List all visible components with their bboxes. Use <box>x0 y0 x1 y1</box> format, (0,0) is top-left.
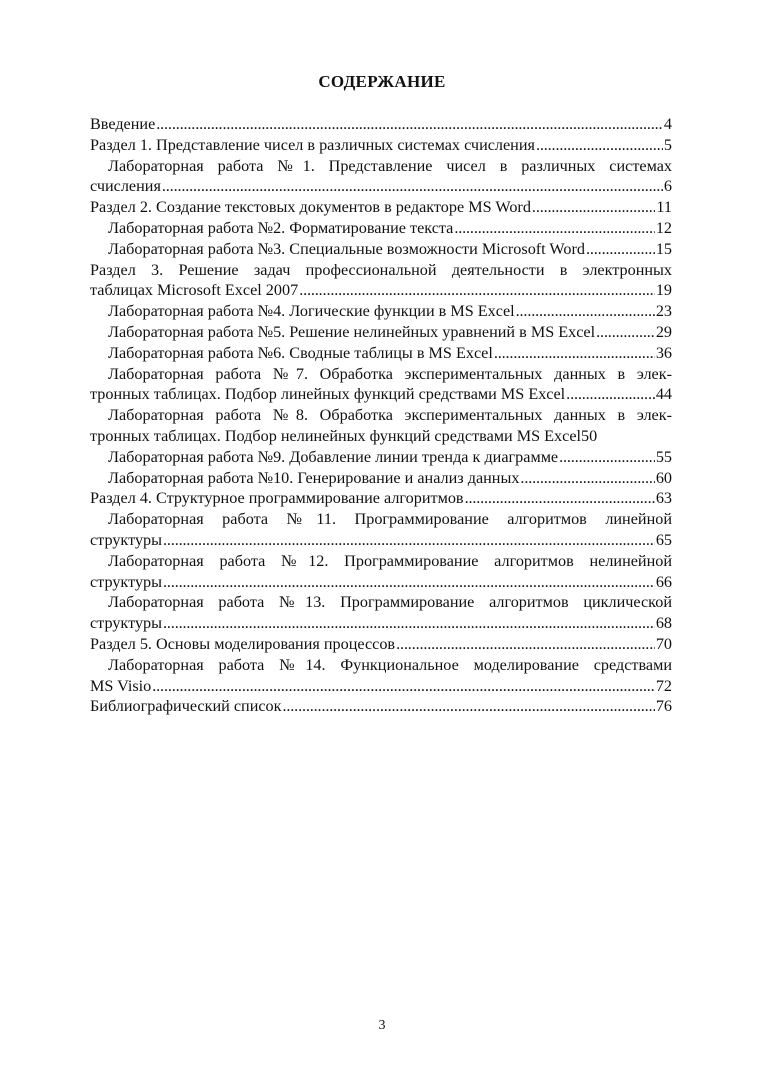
dot-leader <box>152 676 655 697</box>
table-of-contents <box>90 114 672 717</box>
toc-entry[interactable] <box>90 488 672 509</box>
toc-entry[interactable] <box>90 405 672 447</box>
toc-page-number: 6 <box>663 177 672 196</box>
toc-entry-title-cont: тронных таблицах. Подбор линейных функций средствами MS Excel <box>90 385 566 404</box>
toc-entry-title: Введение <box>90 115 156 133</box>
toc-entry-title: Лабораторная работа №14. Функциональное моделирование средствами <box>108 655 672 674</box>
toc-page-number: 63 <box>655 489 672 508</box>
toc-page-number: 36 <box>655 343 672 362</box>
dot-leader <box>299 280 655 301</box>
toc-entry[interactable] <box>90 114 672 135</box>
toc-entry-title: Библиографический список <box>90 697 282 716</box>
toc-entry-title: Лабораторная работа №2. Форматирование текста <box>108 218 454 237</box>
toc-entry-title: Лабораторная работа №13. Программирование алгоритмов циклической <box>108 593 672 612</box>
toc-entry-title-cont: структуры <box>90 530 163 549</box>
toc-page-number: 11 <box>656 198 672 217</box>
toc-page-number: 65 <box>655 530 672 549</box>
toc-page-number: 70 <box>655 634 672 653</box>
toc-entry-title-cont: таблицах Microsoft Excel 2007 <box>90 281 299 300</box>
dot-leader <box>586 239 655 260</box>
toc-page-number: 66 <box>655 572 672 591</box>
dot-leader <box>596 322 655 343</box>
toc-entry-title: Лабораторная работа №1. Представление чисел в различных системах <box>108 156 672 175</box>
toc-entry[interactable] <box>90 260 672 302</box>
toc-entry-title-cont: тронных таблицах. Подбор нелинейных функций средствами MS Excel <box>90 426 582 445</box>
dot-leader <box>516 301 655 322</box>
toc-entry-title-cont: структуры <box>90 572 163 591</box>
toc-entry-title: Раздел 3. Решение задач профессиональной деятельности в электронных <box>90 260 672 279</box>
toc-page-number: 19 <box>655 281 672 300</box>
toc-entry[interactable] <box>90 634 672 655</box>
dot-leader <box>162 176 663 197</box>
dot-leader <box>396 634 655 655</box>
toc-entry[interactable] <box>90 197 672 218</box>
dot-leader <box>163 613 655 634</box>
toc-entry[interactable] <box>90 468 672 489</box>
toc-entry[interactable] <box>90 551 672 593</box>
toc-page-number: 76 <box>655 697 672 716</box>
dot-leader <box>536 135 663 156</box>
toc-entry[interactable] <box>90 218 672 239</box>
toc-entry-title: Раздел 2. Создание текстовых документов в редакторе MS Word <box>90 198 531 217</box>
dot-leader <box>520 468 654 489</box>
dot-leader <box>283 696 655 717</box>
toc-entry-title: Лабораторная работа №12. Программирование алгоритмов нелинейной <box>108 551 672 570</box>
toc-entry-title: Лабораторная работа №11. Программирование алгоритмов линейной <box>108 510 672 529</box>
toc-entry[interactable] <box>90 322 672 343</box>
toc-entry[interactable] <box>90 156 672 198</box>
toc-entry-title-cont: MS Visio <box>90 676 152 695</box>
toc-entry-title: Лабораторная работа №4. Логические функции в MS Excel <box>108 302 515 321</box>
toc-entry-title: Раздел 1. Представление чисел в различных системах счисления <box>90 135 535 154</box>
dot-leader <box>454 218 654 239</box>
toc-page-number: 72 <box>655 676 672 695</box>
toc-entry-title: Лабораторная работа №9. Добавление линии тренда к диаграмме <box>108 447 559 466</box>
toc-entry-title: Лабораторная работа №8. Обработка экспериментальных данных в элек- <box>108 406 672 425</box>
toc-entry[interactable] <box>90 655 672 697</box>
toc-entry[interactable] <box>90 301 672 322</box>
toc-entry[interactable] <box>90 364 672 406</box>
dot-leader <box>532 197 655 218</box>
toc-entry-title: Лабораторная работа №3. Специальные возможности Microsoft Word <box>108 239 585 258</box>
toc-entry-title-cont: структуры <box>90 614 163 633</box>
page-number: 3 <box>378 1018 386 1033</box>
toc-entry[interactable] <box>90 239 672 260</box>
toc-page-number: 15 <box>655 239 672 258</box>
toc-entry-title: Лабораторная работа №7. Обработка экспериментальных данных в элек- <box>108 364 672 383</box>
dot-leader <box>494 343 655 364</box>
page-title: СОДЕРЖАНИЕ <box>318 72 446 91</box>
toc-entry[interactable] <box>90 592 672 634</box>
toc-page-number: 12 <box>655 218 672 237</box>
toc-page-number: 23 <box>655 302 672 321</box>
dot-leader <box>566 384 655 405</box>
toc-entry[interactable] <box>90 135 672 156</box>
dot-leader <box>156 114 663 135</box>
dot-leader <box>559 447 655 468</box>
toc-page-number: 5 <box>663 135 672 154</box>
toc-entry[interactable] <box>90 509 672 551</box>
toc-page-number: 60 <box>655 468 672 487</box>
toc-page-number: 68 <box>655 614 672 633</box>
toc-entry-title: Лабораторная работа №5. Решение нелинейных уравнений в MS Excel <box>108 322 596 341</box>
toc-entry[interactable] <box>90 696 672 717</box>
toc-page-number: 29 <box>655 322 672 341</box>
dot-leader <box>163 530 655 551</box>
dot-leader <box>465 488 655 509</box>
toc-entry-title-cont: счисления <box>90 177 161 196</box>
toc-entry[interactable] <box>90 343 672 364</box>
toc-page-number: 50 <box>581 426 598 445</box>
toc-entry-title: Лабораторная работа №10. Генерирование и анализ данных <box>108 468 520 487</box>
toc-entry-title: Раздел 5. Основы моделирования процессов <box>90 634 396 653</box>
dot-leader <box>163 572 655 593</box>
toc-page-number: 4 <box>663 115 672 133</box>
toc-page-number: 44 <box>655 385 672 404</box>
toc-entry-title: Раздел 4. Структурное программирование алгоритмов <box>90 489 464 508</box>
toc-entry-title: Лабораторная работа №6. Сводные таблицы в MS Excel <box>108 343 493 362</box>
toc-page-number: 55 <box>655 447 672 466</box>
toc-entry[interactable] <box>90 447 672 468</box>
